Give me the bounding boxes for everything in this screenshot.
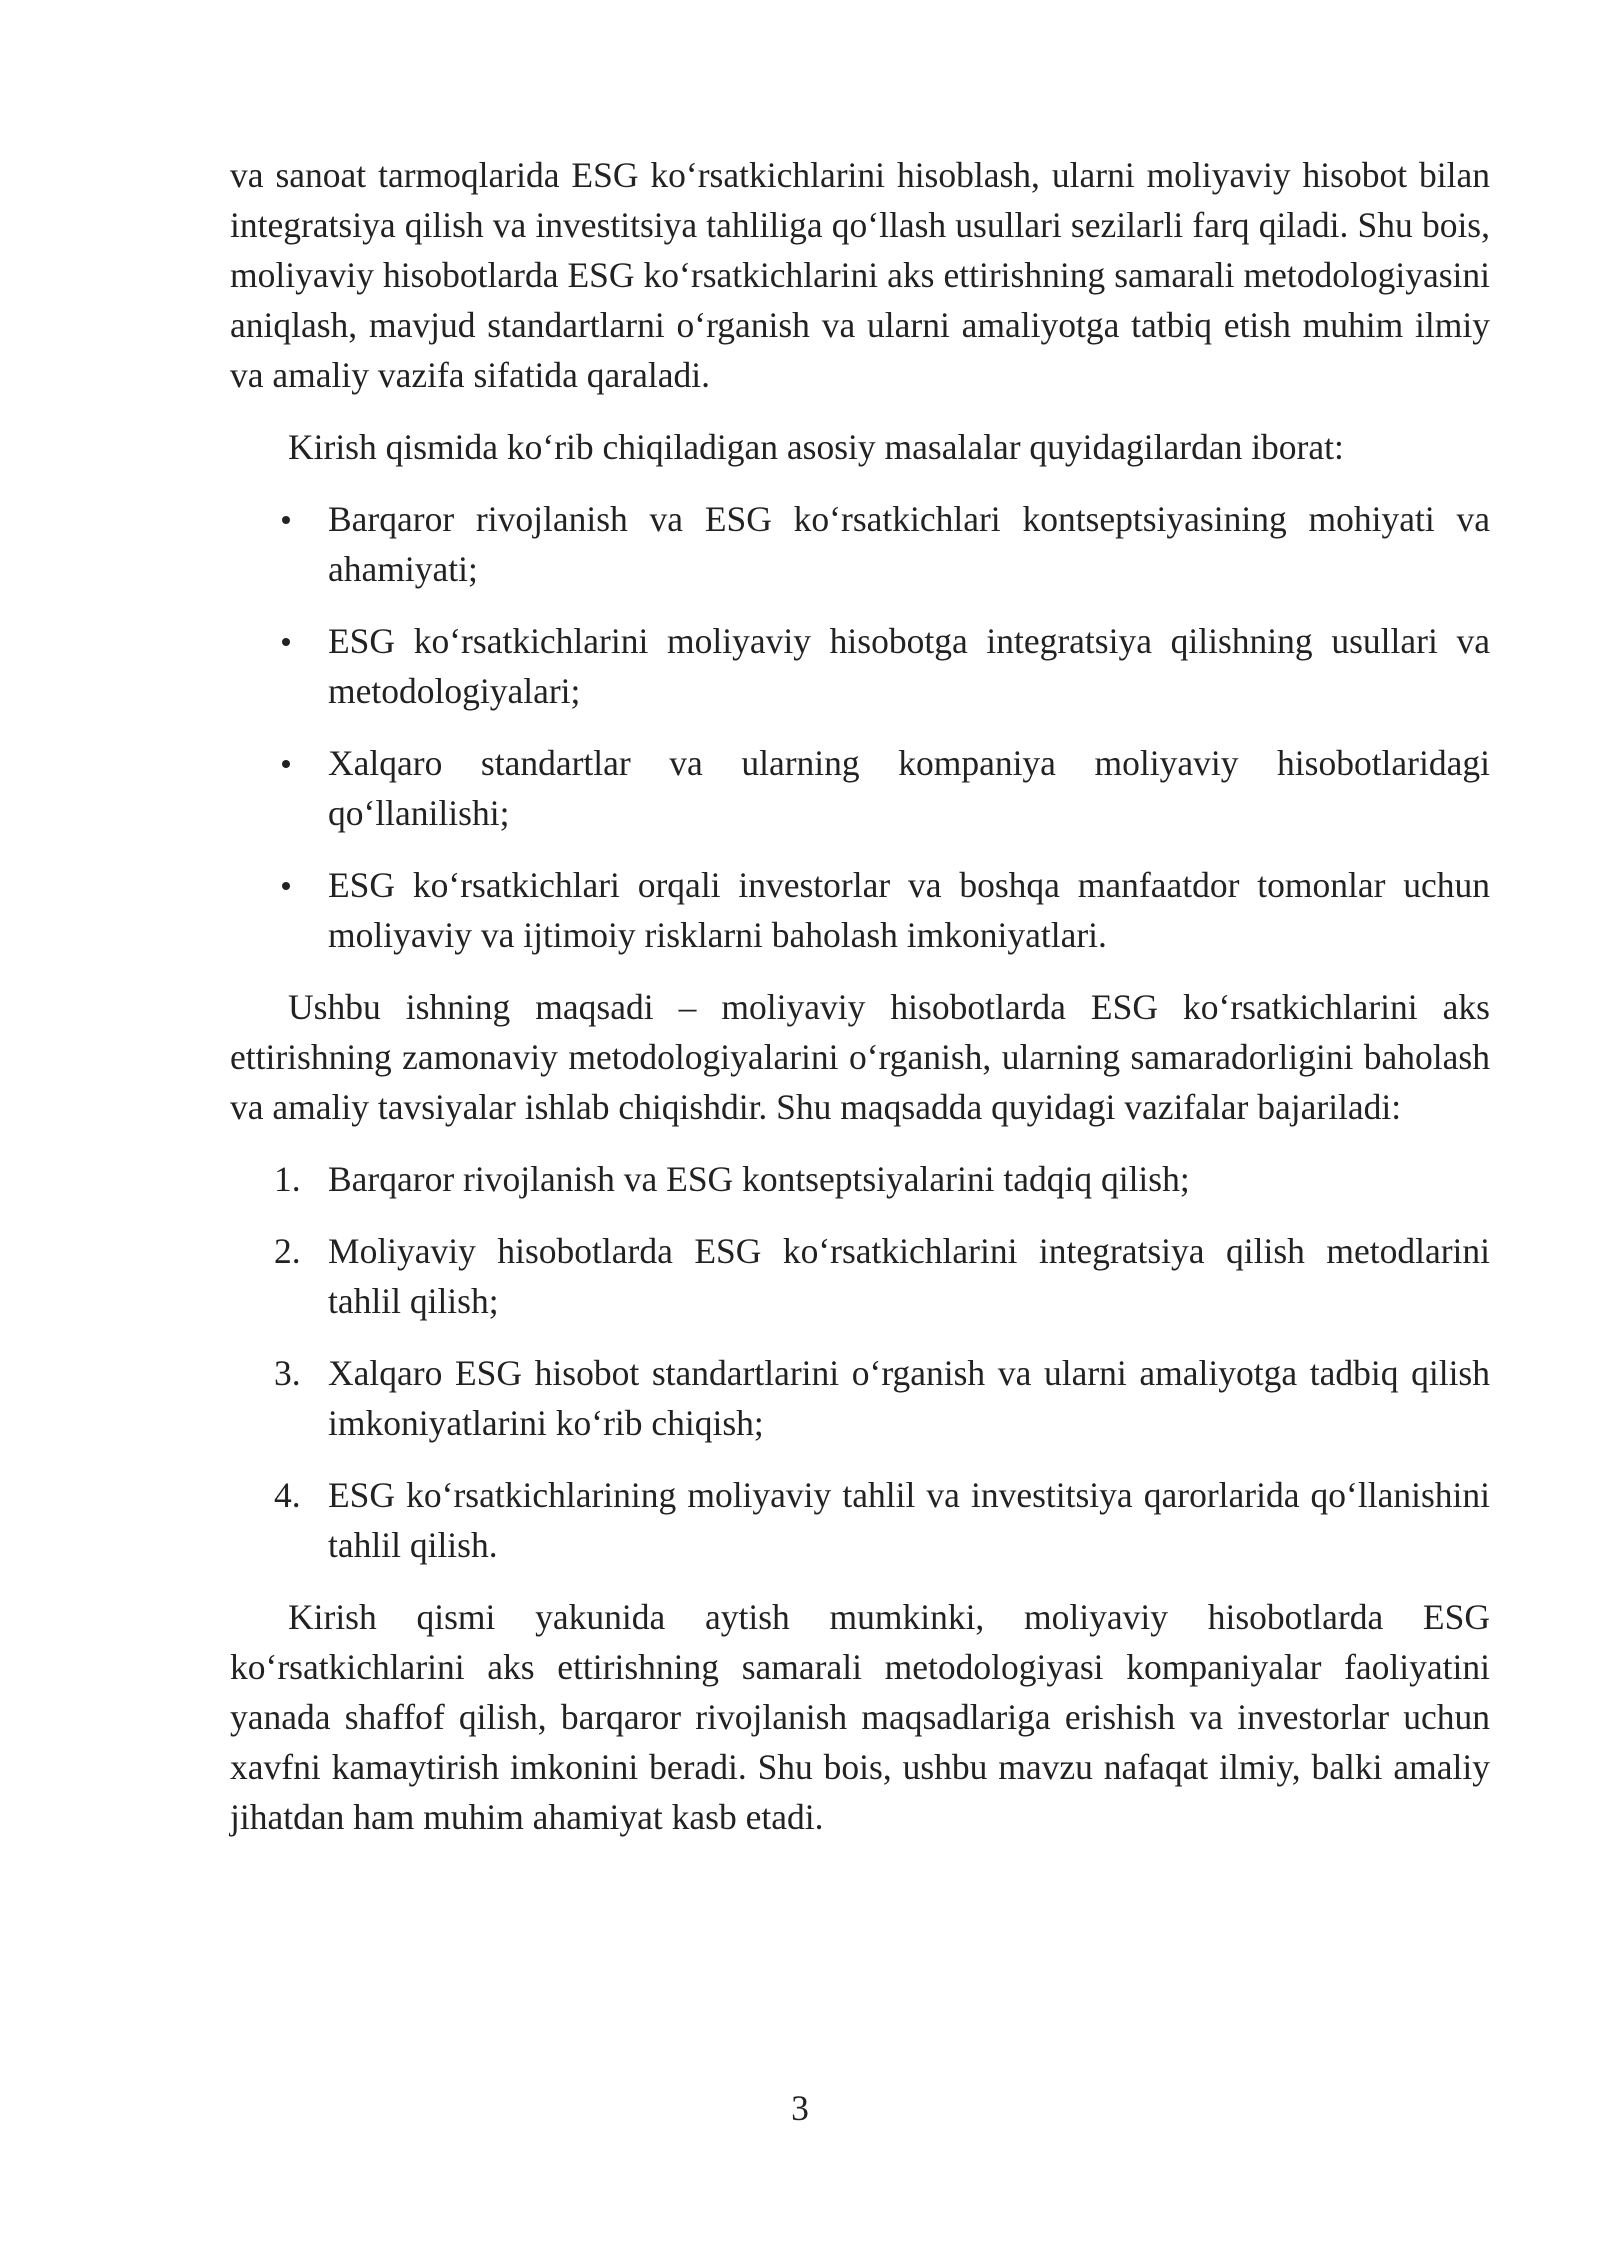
- list-item-number: 4.: [274, 1475, 301, 1515]
- document-page: [230, 150, 1490, 1864]
- bullet-dot-icon: [282, 638, 290, 646]
- list-item-text: Moliyaviy hisobotlarda ESG ko‘rsatkichlarini integratsiya qilish metodlarini tahlil qilish;: [328, 1231, 1490, 1321]
- conclusion-paragraph: Kirish qismi yakunida aytish mumkinki, moliyaviy hisobotlarda ESG ko‘rsatkichlarini aks ettirishning samarali metodologiyasi kompaniyalar faoliyatini yanada shaffof qilish, barqaror rivojlanish maqsadlariga erishish va investorlar uchun xavfni kamaytirish imkonini beradi. Shu bois, ushbu mavzu nafaqat ilmiy, balki amaliy jihatdan ham muhim ahamiyat kasb etadi.: [230, 1597, 1490, 1837]
- goal-paragraph: Ushbu ishning maqsadi – moliyaviy hisobotlarda ESG ko‘rsatkichlarini aks ettirishning zamonaviy metodologiyalarini o‘rganish, ularning samaradorligini baholash va amaliy tavsiyalar ishlab chiqishdir. Shu maqsadda quyidagi vazifalar bajariladi:: [230, 987, 1490, 1127]
- list-item-text: ESG ko‘rsatkichlari orqali investorlar va boshqa manfaatdor tomonlar uchun moliyaviy va ijtimoiy risklarni baholash imkoniyatlari.: [328, 865, 1490, 955]
- list-item-number: 3.: [274, 1353, 301, 1393]
- list-item: [230, 1226, 1490, 1326]
- list-item-number: 1.: [274, 1159, 301, 1199]
- list-item: [230, 1154, 1490, 1204]
- list-item: [230, 494, 1490, 594]
- list-item: [230, 860, 1490, 960]
- list-item-text: ESG ko‘rsatkichlarining moliyaviy tahlil va investitsiya qarorlarida qo‘llanishini tahlil qilish.: [328, 1475, 1490, 1565]
- bullet-dot-icon: [282, 760, 290, 768]
- list-item: [230, 1348, 1490, 1448]
- list-item-text: Xalqaro ESG hisobot standartlarini o‘rganish va ularni amaliyotga tadbiq qilish imkoniyatlarini ko‘rib chiqish;: [328, 1353, 1490, 1443]
- bullet-dot-icon: [282, 516, 290, 524]
- page-number: 3: [791, 2088, 809, 2128]
- list-item-text: Xalqaro standartlar va ularning kompaniya moliyaviy hisobotlaridagi qo‘llanilishi;: [328, 743, 1490, 833]
- list-item: [230, 616, 1490, 716]
- list-item-text: Barqaror rivojlanish va ESG ko‘rsatkichlari kontseptsiyasining mohiyati va ahamiyati;: [328, 499, 1490, 589]
- list-item-text: ESG ko‘rsatkichlarini moliyaviy hisobotga integratsiya qilishning usullari va metodologiyalari;: [328, 621, 1490, 711]
- list-item-text: Barqaror rivojlanish va ESG kontseptsiyalarini tadqiq qilish;: [328, 1159, 1190, 1199]
- bullet-dot-icon: [282, 882, 290, 890]
- list-item: [230, 738, 1490, 838]
- list-item-number: 2.: [274, 1231, 301, 1271]
- issues-lead-paragraph: Kirish qismida ko‘rib chiqiladigan asosiy masalalar quyidagilardan iborat:: [288, 427, 1344, 467]
- issues-bullet-list: [230, 494, 1490, 960]
- list-item: [230, 1470, 1490, 1570]
- intro-paragraph-continued: va sanoat tarmoqlarida ESG ko‘rsatkichlarini hisoblash, ularni moliyaviy hisobot bilan integratsiya qilish va investitsiya tahliliga qo‘llash usullari sezilarli farq qiladi. Shu bois, moliyaviy hisobotlarda ESG ko‘rsatkichlarini aks ettirishning samarali metodologiyasini aniqlash, mavjud standartlarni o‘rganish va ularni amaliyotga tatbiq etish muhim ilmiy va amaliy vazifa sifatida qaraladi.: [230, 155, 1490, 395]
- tasks-numbered-list: [230, 1154, 1490, 1570]
